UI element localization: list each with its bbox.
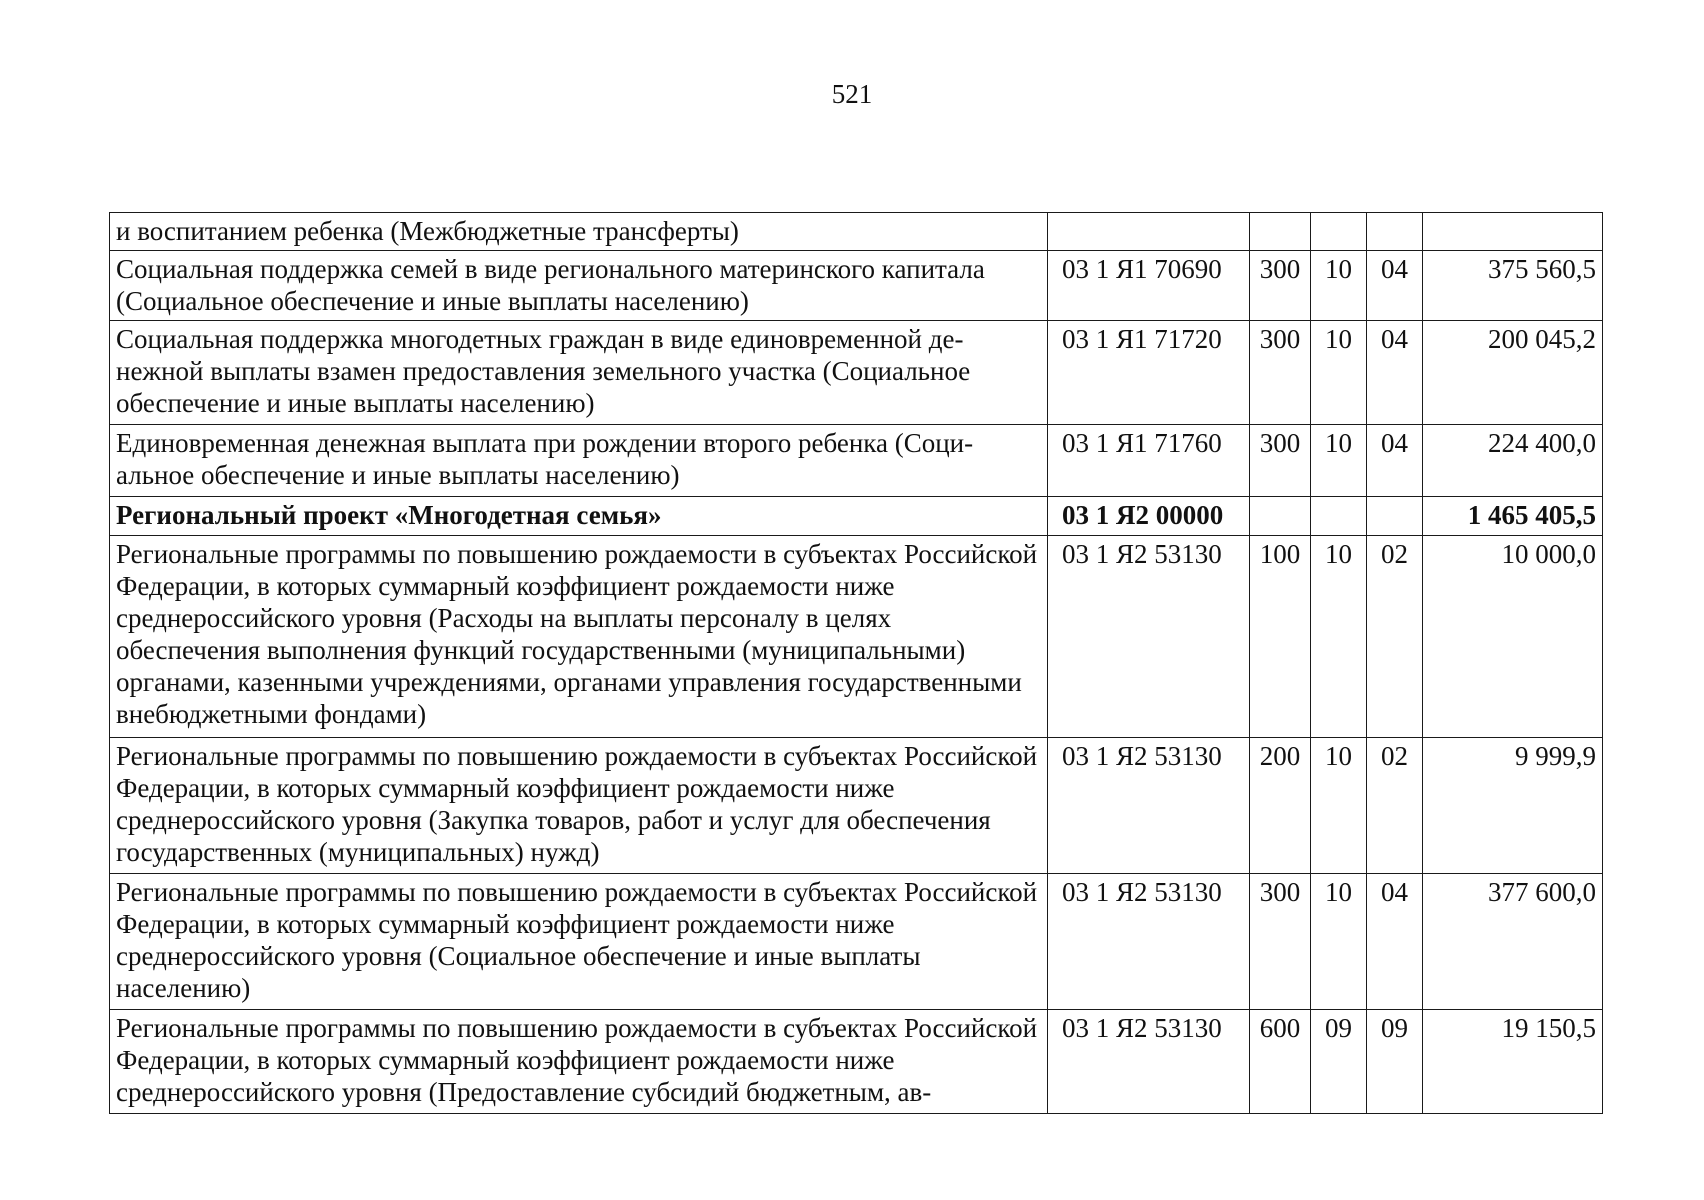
subsection-code: 04 [1367,251,1423,321]
target-article-code: 03 1 Я2 00000 [1048,497,1250,536]
row-description: и воспитанием ребенка (Межбюджетные трансферты) [110,213,1048,251]
expense-kind-code [1250,497,1311,536]
table-row [110,874,1603,1010]
expense-kind-code: 300 [1250,251,1311,321]
amount-value: 200 045,2 [1423,321,1603,425]
subsection-code [1367,497,1423,536]
target-article-code: 03 1 Я2 53130 [1048,536,1250,738]
row-description: Социальная поддержка семей в виде регионального материнского капитала (Социальное обеспечение и иные выплаты населению) [110,251,1048,321]
section-code: 10 [1311,425,1367,497]
expense-kind-code: 300 [1250,425,1311,497]
page-number: 521 [831,79,873,109]
amount-value: 375 560,5 [1423,251,1603,321]
table-row [110,738,1603,874]
target-article-code: 03 1 Я2 53130 [1048,1010,1250,1114]
row-description: Региональный проект «Многодетная семья» [110,497,1048,536]
section-code: 10 [1311,251,1367,321]
row-description: Региональные программы по повышению рождаемости в субъектах Российской Федерации, в которых суммарный коэффициент рождаемости ниже среднероссийского уровня (Закупка товаров, работ и услуг для обеспечения государственных (муниципальных) нужд) [110,738,1048,874]
subsection-code [1367,213,1423,251]
table-row [110,1010,1603,1114]
section-code [1311,213,1367,251]
budget-table [109,212,1603,1114]
target-article-code: 03 1 Я1 70690 [1048,251,1250,321]
subsection-code: 09 [1367,1010,1423,1114]
amount-value: 19 150,5 [1423,1010,1603,1114]
expense-kind-code: 300 [1250,321,1311,425]
table-row [110,321,1603,425]
amount-value: 9 999,9 [1423,738,1603,874]
section-code: 09 [1311,1010,1367,1114]
row-description: Региональные программы по повышению рождаемости в субъектах Российской Федерации, в которых суммарный коэффициент рождаемости ниже среднероссийского уровня (Предоставление субсидий бюджетным, ав- [110,1010,1048,1114]
expense-kind-code: 100 [1250,536,1311,738]
subsection-code: 04 [1367,425,1423,497]
subsection-code: 02 [1367,738,1423,874]
amount-value: 377 600,0 [1423,874,1603,1010]
row-description: Региональные программы по повышению рождаемости в субъектах Российской Федерации, в которых суммарный коэффициент рождаемости ниже среднероссийского уровня (Расходы на выплаты персоналу в целях обеспечения выполнения функций государственными (муниципальными) органами, казенными учреждениями, органами управления государственными внебюджетными фондами) [110,536,1048,738]
section-code: 10 [1311,536,1367,738]
expense-kind-code: 200 [1250,738,1311,874]
row-description: Единовременная денежная выплата при рождении второго ребенка (Социальное обеспечение и иные выплаты населению) [110,425,1048,497]
target-article-code: 03 1 Я1 71720 [1048,321,1250,425]
subsection-code: 04 [1367,874,1423,1010]
section-code [1311,497,1367,536]
expense-kind-code: 600 [1250,1010,1311,1114]
section-code: 10 [1311,874,1367,1010]
amount-value: 10 000,0 [1423,536,1603,738]
amount-value [1423,213,1603,251]
table-row [110,213,1603,251]
target-article-code [1048,213,1250,251]
section-code: 10 [1311,321,1367,425]
section-code: 10 [1311,738,1367,874]
subsection-code: 02 [1367,536,1423,738]
amount-value: 1 465 405,5 [1423,497,1603,536]
target-article-code: 03 1 Я2 53130 [1048,738,1250,874]
subsection-code: 04 [1367,321,1423,425]
table-body [110,213,1603,1114]
table-row-project-header [110,497,1603,536]
target-article-code: 03 1 Я1 71760 [1048,425,1250,497]
table-row [110,536,1603,738]
row-description: Региональные программы по повышению рождаемости в субъектах Российской Федерации, в которых суммарный коэффициент рождаемости ниже среднероссийского уровня (Социальное обеспечение и иные выплаты населению) [110,874,1048,1010]
expense-kind-code: 300 [1250,874,1311,1010]
target-article-code: 03 1 Я2 53130 [1048,874,1250,1010]
row-description: Социальная поддержка многодетных граждан в виде единовременной денежной выплаты взамен предоставления земельного участка (Социальное обеспечение и иные выплаты населению) [110,321,1048,425]
table-row [110,425,1603,497]
table-row [110,251,1603,321]
expense-kind-code [1250,213,1311,251]
amount-value: 224 400,0 [1423,425,1603,497]
